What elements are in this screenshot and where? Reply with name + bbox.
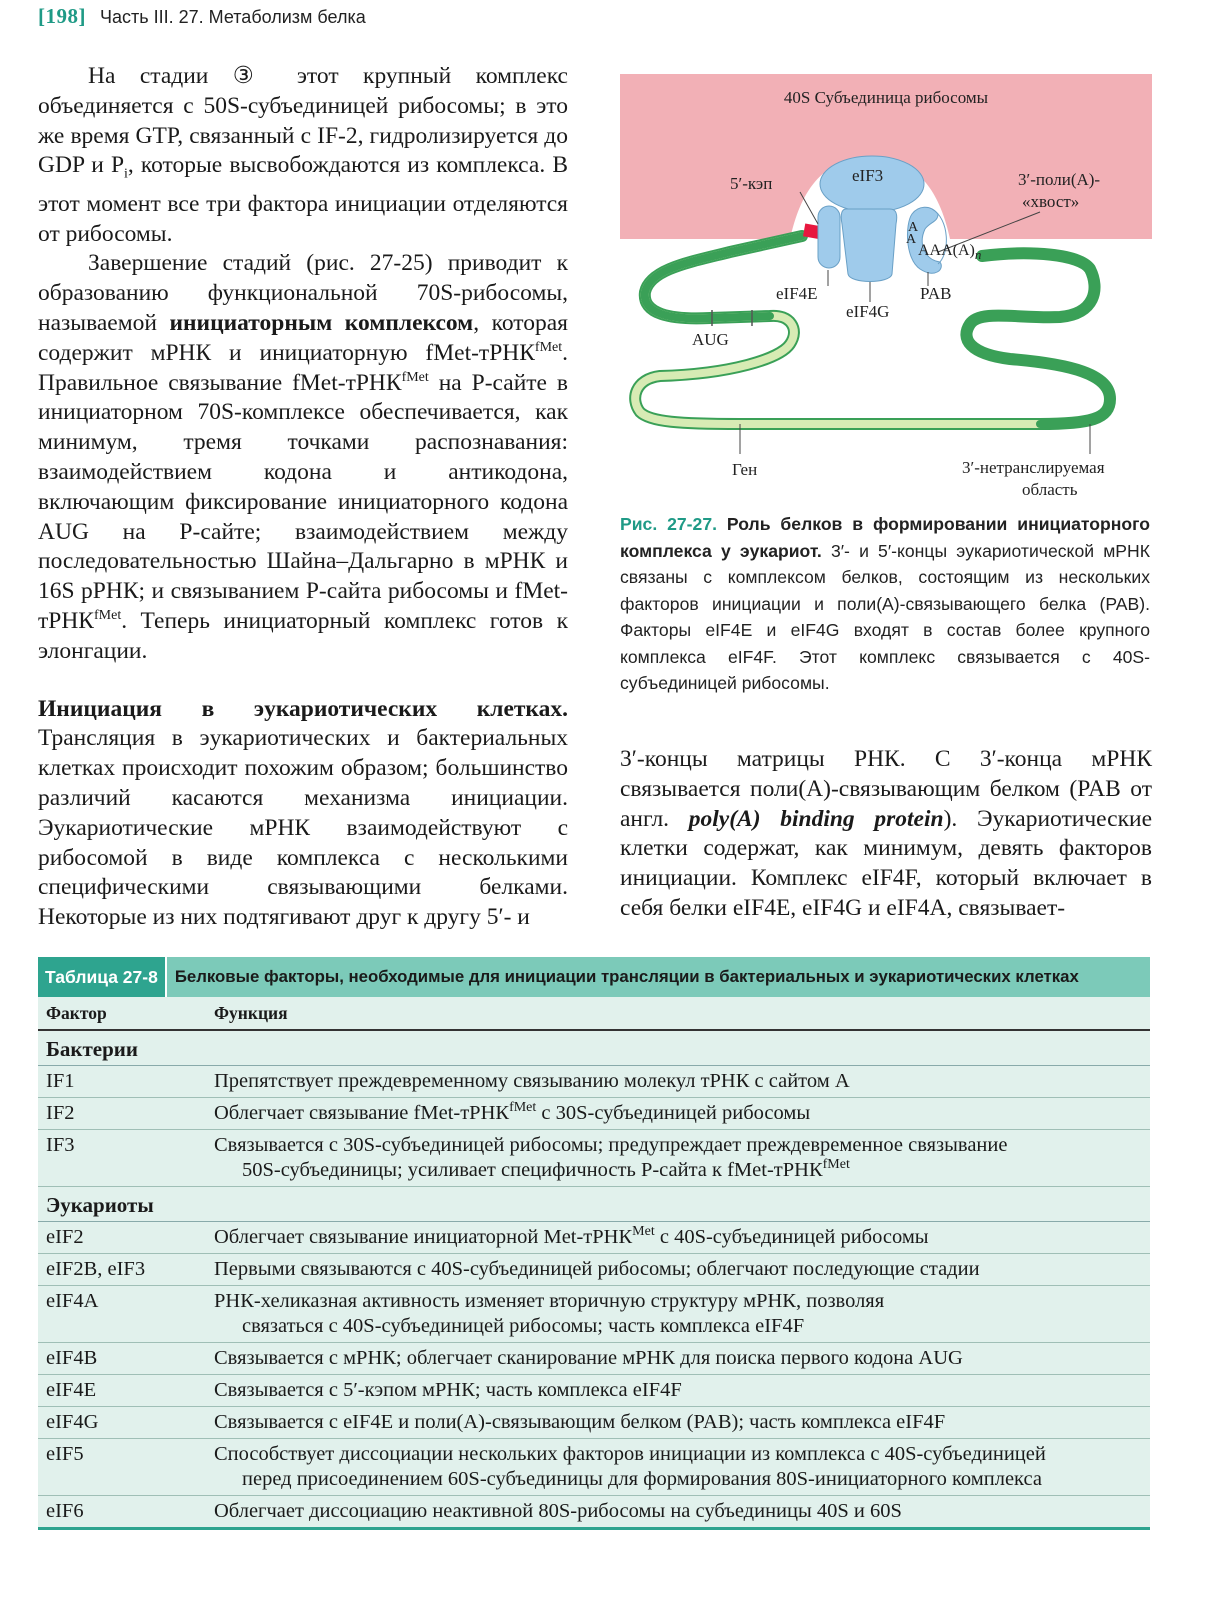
ribosome-label: 40S Субъединица рибосомы [783,88,989,107]
eif4g-label: eIF4G [846,302,890,321]
left-column [38,62,568,933]
table-row: eIF6 Облегчает диссоциацию неактивной 80S-рибосомы на субъединицы 40S и 60S [46,1500,902,1522]
italic-term: poly(A) binding protein [688,805,944,832]
table-number: Таблица 27-8 [38,957,165,997]
table-title: Белковые факторы, необходимые для инициации трансляции в бактериальных и эукариотических клетках [165,957,1150,997]
section-heading: Инициация в эукариотических клетках. [38,695,568,722]
table-27-8 [38,957,1150,1530]
table-row: eIF4E Связывается с 5′-кэпом мРНК; часть комплекса eIF4F [38,1375,1150,1407]
term-initiation-complex: инициаторным комплексом [169,310,474,337]
table-row: eIF4A РНК-хеликазная активность изменяет вторичную структуру мРНК, позволяя связаться с 40S-субъединицей рибосомы; часть комплекса eIF4F [38,1286,1150,1343]
polya-label-line2: «хвост» [1022,192,1080,211]
polya-label-line1: 3′-поли(A)- [1018,170,1101,189]
utr-label-line2: область [1022,480,1078,499]
eif4g-protein [841,209,897,282]
page-header [38,4,366,34]
running-head: Часть III. 27. Метаболизм белка [100,7,366,27]
eif4e-protein [818,206,840,268]
table-body [38,997,1150,1530]
caption-text: 3′- и 5′-концы эукариотической мРНК связаны с комплексом белков, состоящим из нескольких факторов инициации и поли(A)-связывающего белка (PAB). Факторы eIF4E и eIF4G входят в состав более крупного комплекса eIF4F. Этот комплекс связывается с 40S-субъединицей рибосомы. [620,540,1150,693]
aug-label: AUG [692,330,729,349]
polya-a1: A [908,220,919,235]
pab-label: PAB [920,284,952,303]
col-factor-header: Фактор [46,1002,107,1023]
table-row: eIF2B, eIF3 Первыми связываются с 40S-субъединицей рибосомы; облегчают последующие стадии [38,1254,1150,1286]
right-column [620,745,1152,924]
eif4e-label: eIF4E [776,284,818,303]
eif3-label: eIF3 [852,166,884,185]
table-row: IF1 Препятствует преждевременному связыванию молекул тРНК с сайтом А [38,1066,1150,1098]
table-row: eIF2 Облегчает связывание инициаторной Met-тРНК$^{Met}$ с 40S-субъединицей рибосомы [38,1222,1150,1254]
paragraph: Завершение стадий (рис. 27-25) приводит к образованию функциональной 70S-рибосомы, называемой инициаторным комплексом, которая содержит мРНК и инициаторную fMet-тРНК$^{fMet}$. Правильное связывание fMet-тРНК$^{fMet}$ на Р-сайте в инициаторном 70S-комплексе обеспечивается, как минимум, тремя точками распознавания: взаимодействием кодона и антикодона, включающим фиксирование инициаторного кодона AUG на Р-сайте; взаимодействием между последовательностью Шайна–Дальгарно в мРНК и 16S рРНК; и связыванием Р-сайта рибосомы и fMet-тРНК$^{fMet}$. Теперь инициаторный комплекс готов к элонгации. [38,250,568,664]
figure-caption [620,511,1150,697]
table-row: eIF5 Способствует диссоциации нескольких факторов инициации из комплекса с 40S-субъединицей перед присоединением 60S-субъединицы для формирования 80S-инициаторного комплекса [38,1439,1150,1496]
table-row: eIF4B Связывается с мРНК; облегчает сканирование мРНК для поиска первого кодона AUG [38,1343,1150,1375]
gene-label: Ген [732,460,758,479]
table-column-headers [38,997,1150,1031]
section-bacteria: Бактерии [38,1031,1150,1066]
table-header [38,957,1150,997]
figure-27-27 [620,74,1152,509]
table-row: IF2 Облегчает связывание fMet-тРНК$^{fMet}$ с 30S-субъединицей рибосомы [38,1098,1150,1130]
section-eukaryotes: Эукариоты [38,1187,1150,1222]
page-number: [198] [38,4,86,28]
polya-sequence: $AAA(A)_n$ [918,242,982,263]
caption-title: Роль белков в формировании инициаторного комплекса у эукариот. [620,514,1151,561]
cap-label: 5′-кэп [730,174,773,193]
eukaryotic-initiation-diagram [620,74,1152,509]
table-row: eIF4G Связывается с eIF4E и поли(A)-связывающим белком (PAB); часть комплекса eIF4F [38,1407,1150,1439]
utr-label-line1: 3′-нетранслируемая [962,458,1105,477]
caption-number: Рис. 27-27. [620,514,718,534]
table-row: IF3 Связывается с 30S-субъединицей рибосомы; предупреждает преждевременное связывание 50S-субъединицы; усиливает специфичность Р-сайта к fMet-тРНК$^{fMet}$ [38,1130,1150,1187]
paragraph: Инициация в эукариотических клетках. Трансляция в эукариотических и бактериальных клетках происходит похожим образом; большинство различий касаются механизма инициации. Эукариотические мРНК взаимодействуют с рибосомой в виде комплекса с несколькими специфическими связывающими белками. Некоторые из них подтягивают друг к другу 5′- и [38,695,568,931]
paragraph: 3′-концы матрицы РНК. С 3′-конца мРНК связывается поли(A)-связывающим белком (PAB от англ. poly(A) binding protein). Эукариотические клетки содержат, как минимум, девять факторов инициации. Комплекс eIF4F, который включает в себя белки eIF4E, eIF4G и eIF4A, связывает- [620,746,1153,921]
polya-a2: A [906,232,917,247]
paragraph: На стадии ③ этот крупный комплекс объединяется с 50S-субъединицей рибосомы; в это же время GTP, связанный с IF-2, гидролизируется до GDP и $P_i$, которые высвобождаются из комплекса. В этот момент все три фактора инициации отделяются от рибосомы. [38,63,568,247]
col-function-header: Функция [214,1002,288,1023]
